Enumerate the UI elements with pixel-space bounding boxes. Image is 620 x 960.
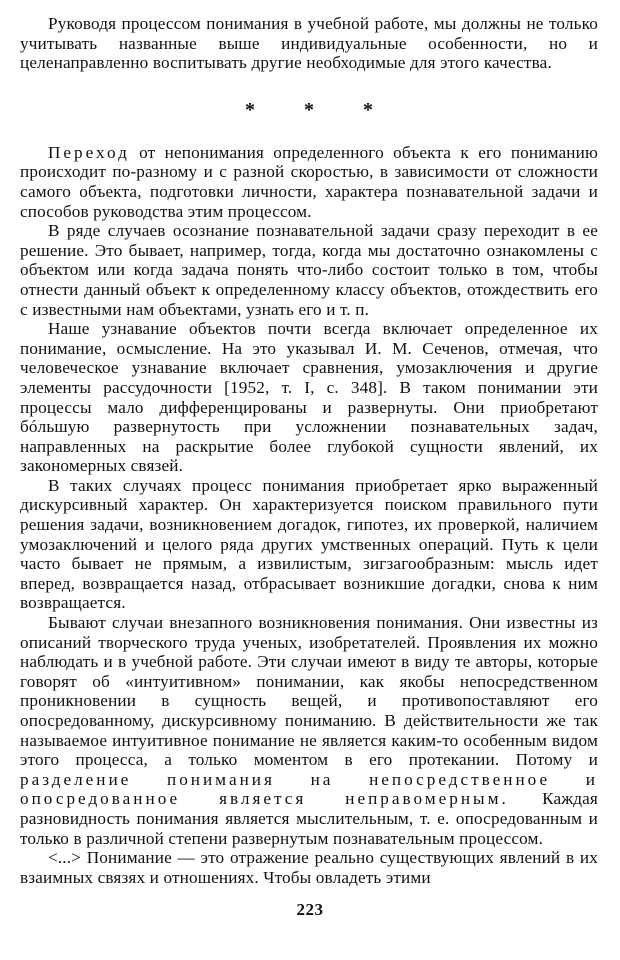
spaced-emphasis: разделение понимания на непосредственное и опосредованное является неправомерным (20, 769, 598, 809)
paragraph-text: Бывают случаи внезапного возникновения понимания. Они известны из описаний творческого труда ученых, изобретателей. Проявления их можно наблюдать и в учебной работе. Эти случаи имеют в виду те авторы, которые говорят об «интуитивном» понимании, как якобы непосредственном проникновении в сущность вещей, и противопоставляют его опосредованному, дискурсивному пониманию. В действительности же так называемое интуитивное понимание не является каким-то особенным видом этого процесса, а только моментом в его протекании. Потому и (20, 613, 598, 770)
paragraph-text: . Каждая разновидность понимания является мыслительным, т. е. опосредованным и только в различной степени развернутым познавательным процессом. (20, 789, 598, 848)
paragraph-transition (20, 143, 598, 221)
spaced-lead-word: Переход (48, 142, 130, 162)
paragraph-sudden-understanding (20, 613, 598, 848)
paragraph-definition: <...> Понимание — это отражение реально существующих явлений в их взаимных связях и отношениях. Чтобы овладеть этими (20, 848, 598, 887)
section-divider: * * * (245, 98, 395, 121)
page-number: 223 (296, 900, 324, 919)
paragraph-task-solution: В ряде случаев осознание познавательной задачи сразу переходит в ее решение. Это бывает, например, тогда, когда мы достаточно ознакомлены с объектом или когда задача понять что-либо состоит только в том, чтобы отнести данный объект к определенному классу объектов, отождествить его с известными нам объектами, узнать его и т. п. (20, 221, 598, 319)
paragraph-text: от непонимания определенного объекта к его пониманию происходит по-разному и с разной скоростью, в зависимости от сложности самого объекта, подготовки личности, характера познавательной задачи и способов руководства этим процессом. (20, 142, 598, 221)
paragraph-discursive: В таких случаях процесс понимания приобретает ярко выраженный дискурсивный характер. Он характеризуется поиском правильного пути решения задачи, возникновением догадок, гипотез, их проверкой, наличием умозаключений и целого ряда других умственных операций. Путь к цели часто бывает не прямым, а извилистым, зигзагообразным: мысль идет вперед, возвращается назад, отбрасывает возникшие догадки, снова к ним возвращается. (20, 475, 598, 613)
intro-paragraph: Руководя процессом понимания в учебной работе, мы должны не только учитывать названные выше индивидуальные особенности, но и целенаправленно воспитывать другие необходимые для этого качества. (20, 14, 598, 73)
paragraph-recognition: Наше узнавание объектов почти всегда включает определенное их понимание, осмысление. На это указывал И. М. Сеченов, отмечая, что человеческое узнавание включает сравнения, умозаключения и другие элементы рассудочности [1952, т. I, с. 348]. В таком понимании эти процессы мало дифференцированы и развернуты. Они приобретают бóльшую развернутость при усложнении познавательных задач, направленных на раскрытие более глубокой сущности явлений, их закономерных связей. (20, 319, 598, 476)
